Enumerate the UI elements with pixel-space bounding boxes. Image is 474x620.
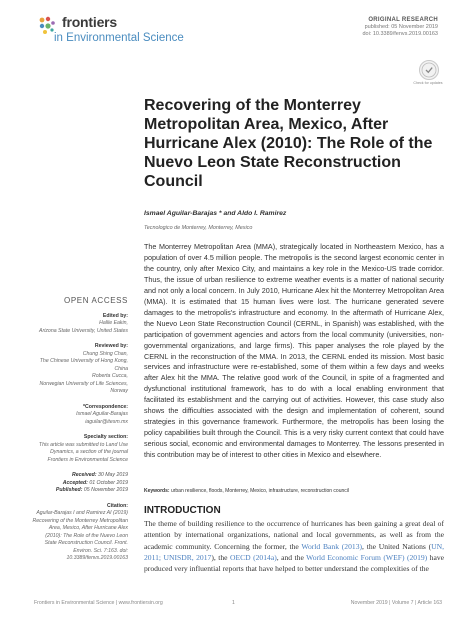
citation-link[interactable]: World Economic Forum (WEF) (2019) — [306, 552, 428, 562]
specialty-label: Specialty section: — [83, 434, 128, 440]
citation-link[interactable]: OECD (2014a) — [229, 552, 277, 562]
journal-name[interactable]: in Environmental Science — [54, 32, 184, 44]
author-affiliation: Tecnologico de Monterrey, Monterrey, Mexico — [144, 225, 253, 231]
editor-affiliation: Arizona State University, United States — [39, 327, 128, 334]
published-label: Published: — [55, 487, 83, 493]
published-date: published: 05 November 2019 — [364, 24, 438, 30]
intro-text-segment: The theme of building resilience to the occurrence of hurricanes has been gaining a great deal of attention by international organizations, national and local governments, as well as from the academic community. Concerning the former, the — [144, 519, 444, 551]
article-info-sidebar — [32, 297, 128, 571]
section-heading-introduction: INTRODUCTION — [144, 505, 221, 516]
keywords-list: urban resilience, floods, Monterrey, Mexico, infrastructure, reconstruction council — [170, 488, 349, 494]
reviewed-by-label: Reviewed by: — [94, 343, 128, 349]
published-value: 05 November 2019 — [83, 487, 128, 493]
correspondence-label: *Correspondence: — [83, 403, 128, 410]
reviewed-by — [32, 343, 128, 396]
article-meta — [362, 17, 438, 38]
received-label: Received: — [72, 472, 97, 478]
intro-text-segment: ), the — [211, 552, 230, 562]
reviewer-affiliation: The Chinese University of Hong Kong, China — [39, 358, 128, 372]
accepted-date — [32, 480, 128, 488]
correspondence-email[interactable]: iaguilar@itesm.mx — [85, 418, 128, 425]
citation-link[interactable]: World Bank (2013) — [301, 541, 363, 551]
accepted-label: Accepted: — [62, 479, 88, 486]
article-authors[interactable]: Ismael Aguilar-Barajas * and Aldo I. Ramirez — [144, 210, 287, 217]
correspondence — [32, 404, 128, 427]
edited-by — [32, 313, 128, 336]
keywords-label: Keywords: — [144, 488, 170, 494]
reviewer-name[interactable]: Roberta Cucca, — [91, 373, 128, 379]
reviewer-affiliation: Norwegian University of Life Sciences, Norway — [39, 380, 128, 394]
received-date — [32, 472, 128, 480]
specialty-section — [32, 434, 128, 464]
check-for-updates-icon[interactable] — [419, 60, 439, 80]
page-header — [0, 0, 474, 60]
citation-text: Aguilar-Barajas I and Ramirez AI (2019) Recovering of the Monterrey Metropolitan Area, Mexico, After Hurricane Alex (2010): The Role of the Nuevo Leon State Reconstruction Council. Front. Environ. Sci. 7:163. doi: 10.3389/fenvs.2019.00163 — [32, 510, 128, 561]
page-number: 1 — [232, 600, 235, 606]
abstract-text: The Monterrey Metropolitan Area (MMA), strategically located in Northeastern Mexico, has a population of over 4.5 million people. The metropolis is the second largest economic center in the country, only after Mexico City, and maintains a key role in the Mexico-US trade corridor. Thus, the issue of urban resilience to extreme weather events is a matter of national security and not only a local concern. In July 2010, Hurricane Alex hit the Monterrey Metropolitan Area (MMA). It is estimated that 15 human lives were lost. The hurricane generated severe damages to the metropolis's infrastructure and economy. In the aftermath of Hurricane Alex, the Nuevo Leon State Reconstruction Council (CERNL, in Spanish) was established, with the participation of government agencies and actors from the local community (universities, non-governmental organizations, and large firms). This paper analyses the role played by the CERNL in the reconstruction of the MMA. In 2013, the CERNL ended its mission. Most basic services and infrastructure were re-established, some of them within a few days and weeks after Alex hit the MMA. The relative good work of the Council, in spite of a fragmented and dysfunctional institutional framework, has to do with a local enabling environment that facilitated its establishment and the carrying out of activities. However, this case study also shows the difficulties associated with the design and implementation of coherent, sound strategies in this governance framework. Furthermore, the metropolis has been losing the policy capabilities built through the Council. This is a very risky current context that could have serious social, economic and environmental damages to Monterrey. The lessons presented in this contribution may be of interest to other cities in Mexico and elsewhere. — [144, 242, 444, 460]
footer-volume: November 2019 | Volume 7 | Article 163 — [350, 600, 442, 606]
specialty-text: This article was submitted to Land Use Dynamics, a section of the journal Frontiers in Environmental Science — [38, 441, 128, 463]
reviewer-name[interactable]: Chung Shing Chan, — [82, 350, 128, 357]
open-access-label: OPEN ACCESS — [64, 296, 128, 305]
footer-journal[interactable]: Frontiers in Environmental Science | www.frontiersin.org — [34, 600, 163, 606]
accepted-value: 01 October 2019 — [89, 479, 128, 486]
intro-text-segment: , and the — [276, 552, 307, 562]
edited-by-label: Edited by: — [102, 312, 128, 319]
check-for-updates-label[interactable]: Check for updates — [413, 81, 443, 85]
received-value: 30 May 2019 — [98, 472, 128, 478]
citation-link[interactable]: UN, 2011; UNISDR, 2017 — [144, 541, 444, 562]
introduction-text — [144, 518, 444, 574]
article-title: Recovering of the Monterrey Metropolitan Area, Mexico, After Hurricane Alex (2010): The Role of the Nuevo Leon State Reconstruction Council — [144, 97, 433, 190]
keywords — [144, 488, 444, 494]
citation-label: Citation: — [106, 502, 128, 509]
article-dates — [32, 472, 128, 495]
published-date-sidebar — [32, 487, 128, 495]
editor-name[interactable]: Hallie Eakin, — [99, 320, 128, 326]
logo-wordmark[interactable]: frontiers — [62, 14, 117, 30]
correspondence-name: Ismael Aguilar-Barajas — [76, 411, 128, 417]
article-doi[interactable]: doi: 10.3389/fenvs.2019.00163 — [362, 31, 438, 37]
intro-text-segment: , the United Nations ( — [362, 541, 432, 551]
intro-text-segment: have produced very influential reports that have helped to better understand the complexities of the — [144, 552, 445, 574]
article-type: ORIGINAL RESEARCH — [368, 17, 438, 23]
citation — [32, 503, 128, 563]
